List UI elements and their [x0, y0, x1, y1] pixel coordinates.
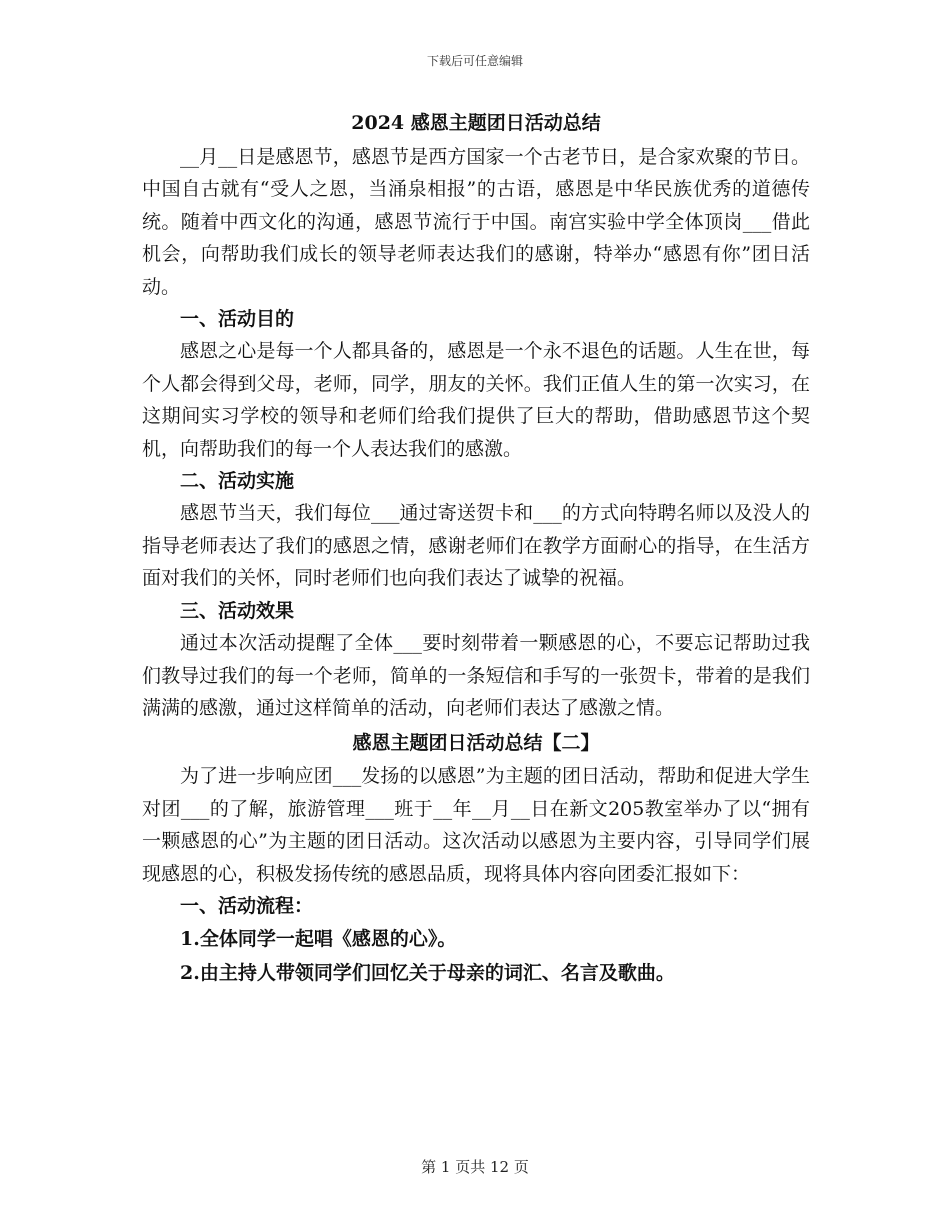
- section-two-title: 感恩主题团日活动总结【二】: [352, 732, 600, 755]
- heading-activity-flow: 一、活动流程：: [180, 894, 314, 917]
- purpose-paragraph: 感恩之心是每一个人都具备的，感恩是一个永不退色的话题。人生在世，每个人都会得到父母，老师，同学，朋友的关怀。我们正值人生的第一次实习，在这期间实习学校的领导和老师们给我们提供了巨大的帮助，借助感恩节这个契机，向帮助我们的每一个人表达我们的感激。: [142, 340, 810, 460]
- page-header: 下载后可任意编辑: [426, 54, 523, 68]
- intro-paragraph: __月__日是感恩节，感恩节是西方国家一个古老节日，是合家欢聚的节日。中国自古就有“受人之恩，当涌泉相报”的古语，感恩是中华民族优秀的道德传统。随着中西文化的沟通，感恩节流行于中国。南宫实验中学全体顶岗___借此机会，向帮助我们成长的领导老师表达我们的感谢，特举办“感恩有你”团日活动。: [142, 146, 810, 298]
- list-item: 1.全体同学一起唱《感恩的心》。: [180, 928, 457, 951]
- page-footer: 第 1 页共 12 页: [421, 1158, 529, 1176]
- heading-effect: 三、活动效果: [180, 599, 295, 622]
- document-body: [142, 105, 810, 990]
- heading-purpose: 一、活动目的: [180, 308, 295, 331]
- heading-implementation: 二、活动实施: [180, 470, 295, 493]
- section-two-intro: 为了进一步响应团___发扬的以感恩”为主题的团日活动，帮助和促进大学生对团___的了解，旅游管理___班于__年__月__日在新文205教室举办了以“拥有一颗感恩的心”为主题的团日活动。这次活动以感恩为主要内容，引导同学们展现感恩的心，积极发扬传统的感恩品质，现将具体内容向团委汇报如下：: [142, 765, 810, 885]
- implementation-paragraph: 感恩节当天，我们每位___通过寄送贺卡和___的方式向特聘名师以及没人的指导老师表达了我们的感恩之情，感谢老师们在教学方面耐心的指导，在生活方面对我们的关怀，同时老师们也向我们表达了诚挚的祝福。: [142, 502, 810, 590]
- document-title: 2024 感恩主题团日活动总结: [351, 112, 601, 134]
- list-item: 2.由主持人带领同学们回忆关于母亲的词汇、名言及歌曲。: [180, 962, 675, 985]
- effect-paragraph: 通过本次活动提醒了全体___要时刻带着一颗感恩的心，不要忘记帮助过我们教导过我们的每一个老师，简单的一条短信和手写的一张贺卡，带着的是我们满满的感激，通过这样简单的活动，向老师们表达了感激之情。: [142, 632, 810, 719]
